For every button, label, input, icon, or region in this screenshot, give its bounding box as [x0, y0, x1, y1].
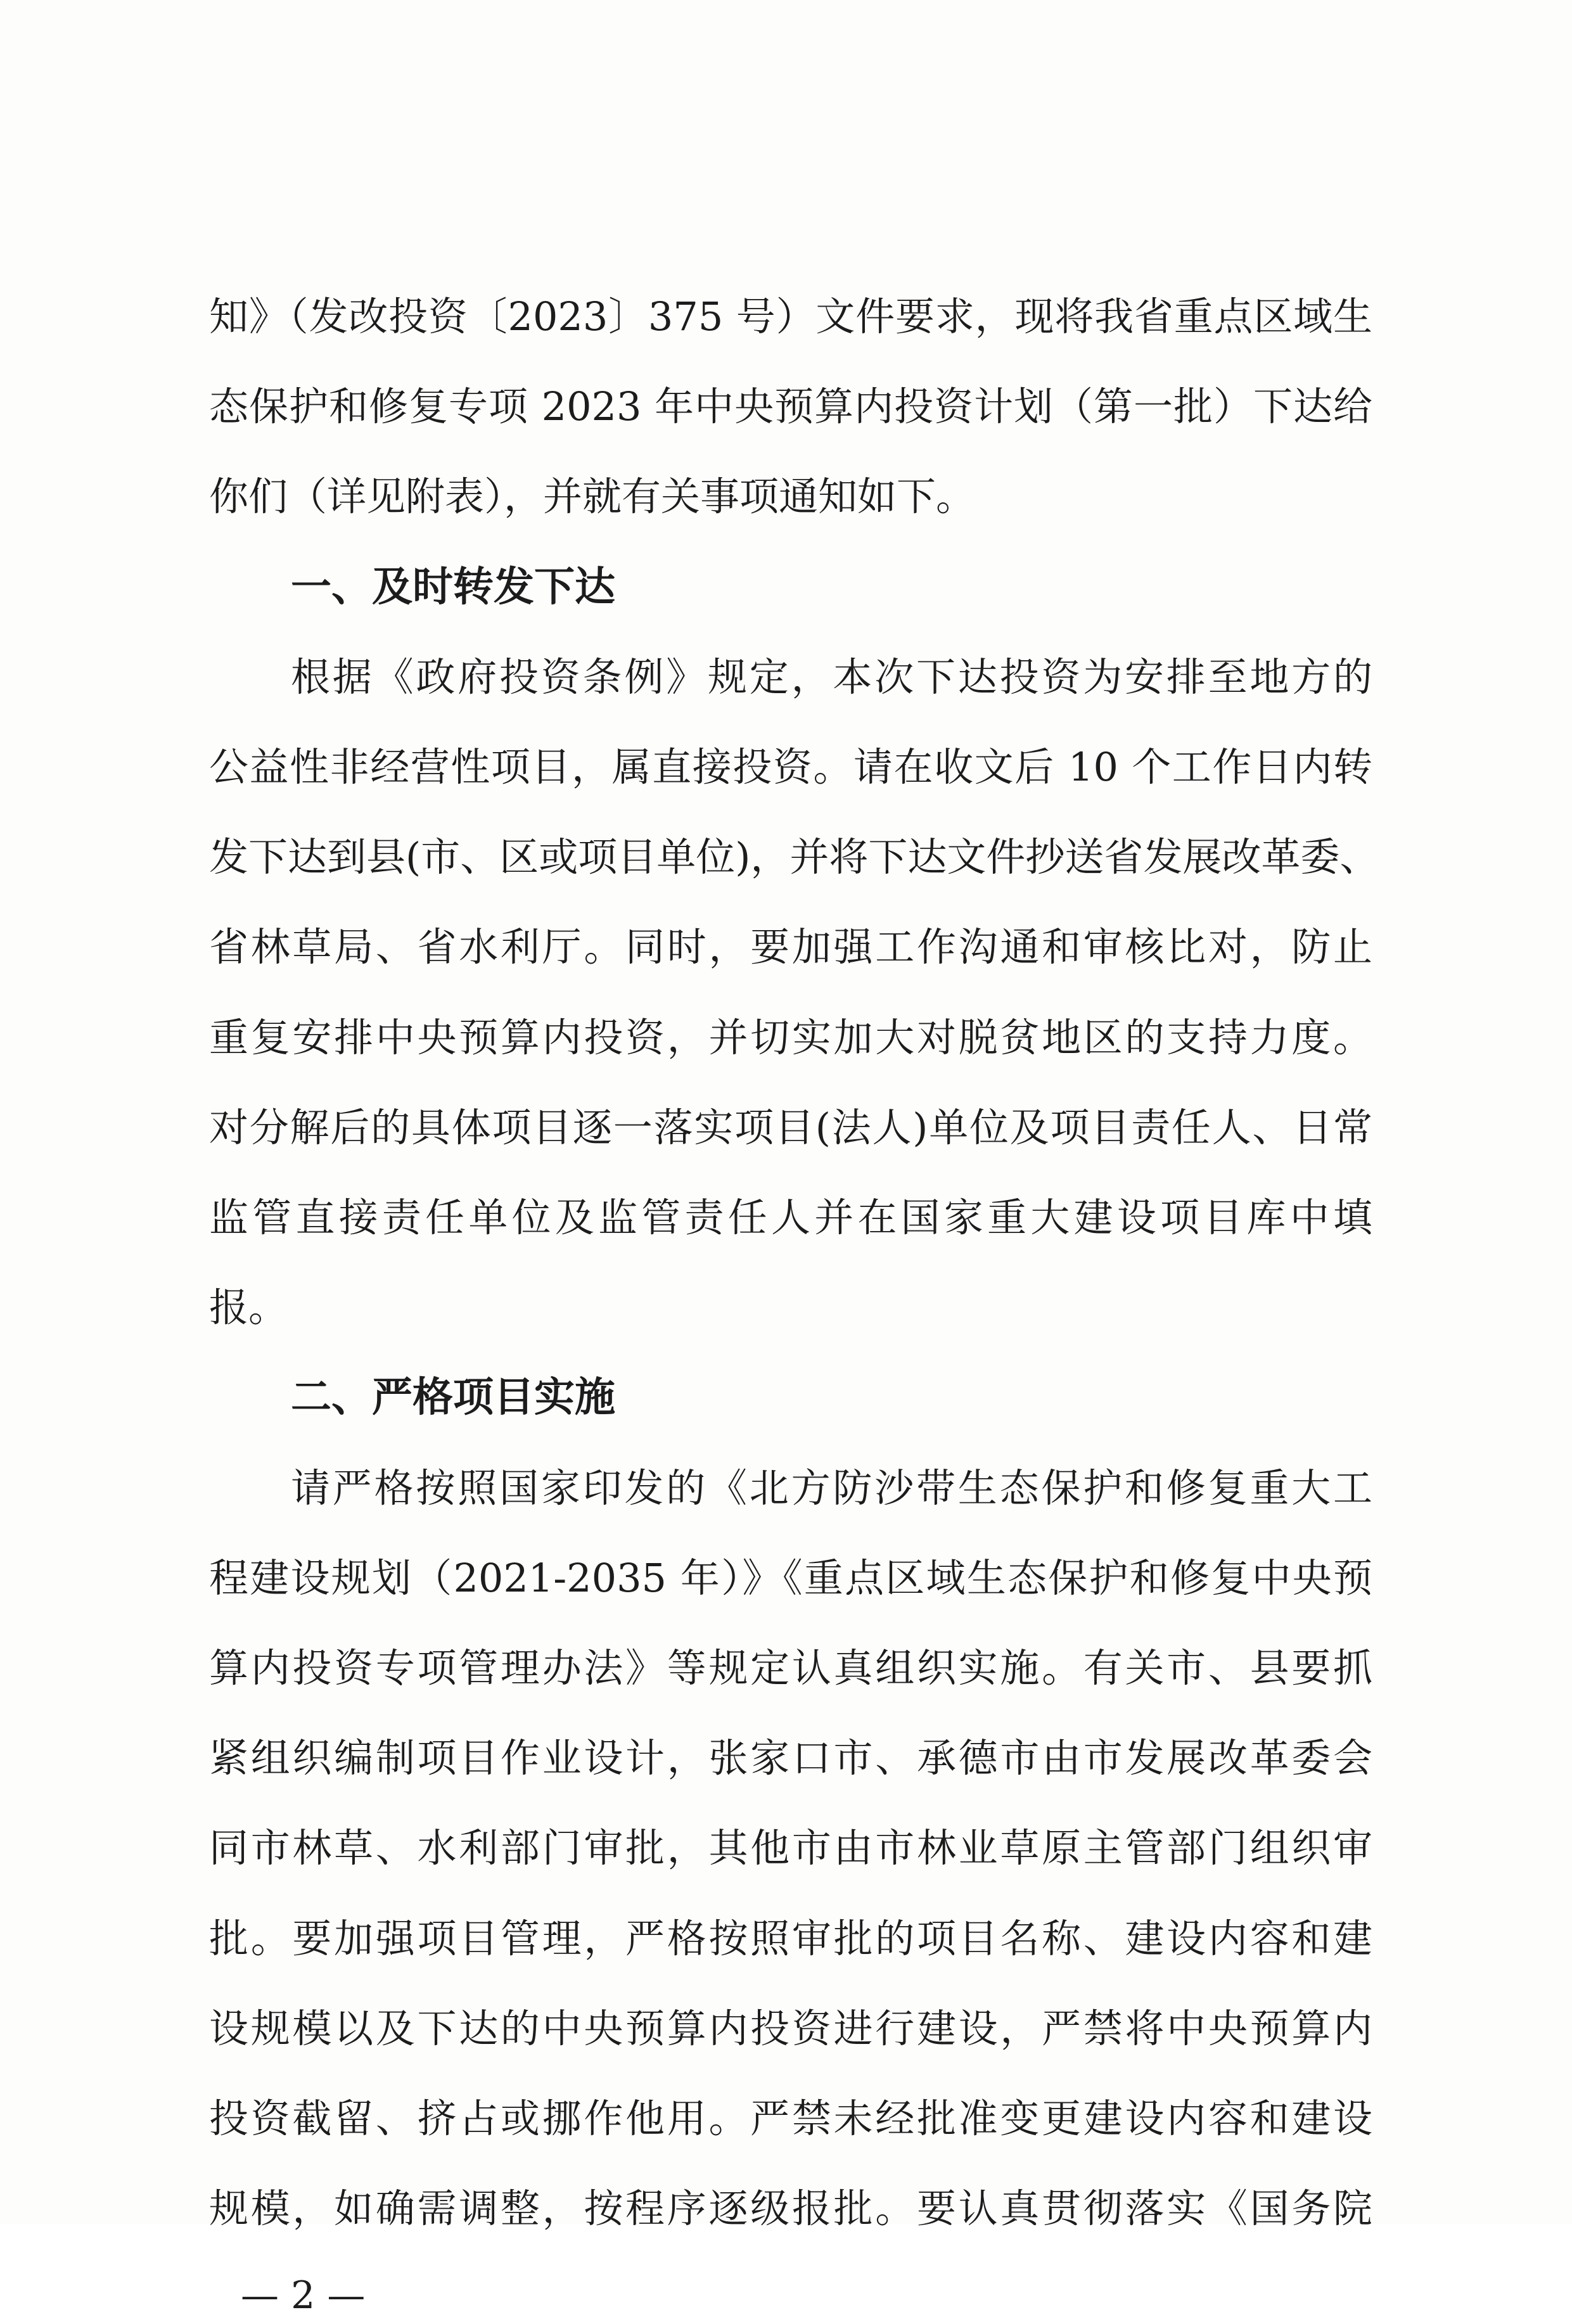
intro-line-2: 态保护和修复专项 2023 年中央预算内投资计划（第一批）下达给 [209, 383, 1372, 430]
section1-line-4: 省林草局、省水利厅。同时，要加强工作沟通和审核比对，防止 [209, 924, 1372, 970]
section1-line-3: 发下达到县(市、区或项目单位)，并将下达文件抄送省发展改革委、 [209, 834, 1379, 880]
section2-line-4: 紧组织编制项目作业设计，张家口市、承德市由市发展改革委会 [209, 1735, 1372, 1781]
section1-line-7: 监管直接责任单位及监管责任人并在国家重大建设项目库中填 [209, 1194, 1372, 1241]
section1-line-8: 报。 [209, 1284, 288, 1331]
section1-line-5: 重复安排中央预算内投资，并切实加大对脱贫地区的支持力度。 [209, 1014, 1372, 1061]
section1-heading: 一、及时转发下达 [291, 564, 615, 611]
section1-line-2: 公益性非经营性项目，属直接投资。请在收文后 10 个工作日内转 [209, 744, 1372, 790]
section1-line-1: 根据《政府投资条例》规定，本次下达投资为安排至地方的 [291, 654, 1372, 700]
section2-line-3: 算内投资专项管理办法》等规定认真组织实施。有关市、县要抓 [209, 1645, 1372, 1691]
section2-line-6: 批。要加强项目管理，严格按照审批的项目名称、建设内容和建 [209, 1915, 1372, 1962]
intro-line-3: 你们（详见附表），并就有关事项通知如下。 [209, 473, 976, 520]
section2-line-5: 同市林草、水利部门审批，其他市由市林业草原主管部门组织审 [209, 1825, 1372, 1871]
section2-line-1: 请严格按照国家印发的《北方防沙带生态保护和修复重大工 [291, 1465, 1372, 1511]
section2-line-9: 规模，如确需调整，按程序逐级报批。要认真贯彻落实《国务院 [209, 2185, 1372, 2231]
section1-line-6: 对分解后的具体项目逐一落实项目(法人)单位及项目责任人、日常 [209, 1104, 1372, 1151]
page-number: — 2 — [241, 2273, 366, 2318]
section2-line-7: 设规模以及下达的中央预算内投资进行建设，严禁将中央预算内 [209, 2005, 1372, 2052]
section2-line-2: 程建设规划（2021-2035 年）》《重点区域生态保护和修复中央预 [209, 1555, 1372, 1601]
section2-line-8: 投资截留、挤占或挪作他用。严禁未经批准变更建设内容和建设 [209, 2095, 1372, 2142]
intro-line-1: 知》（发改投资〔2023〕375 号）文件要求，现将我省重点区域生 [209, 293, 1372, 340]
section2-heading: 二、严格项目实施 [291, 1374, 615, 1421]
